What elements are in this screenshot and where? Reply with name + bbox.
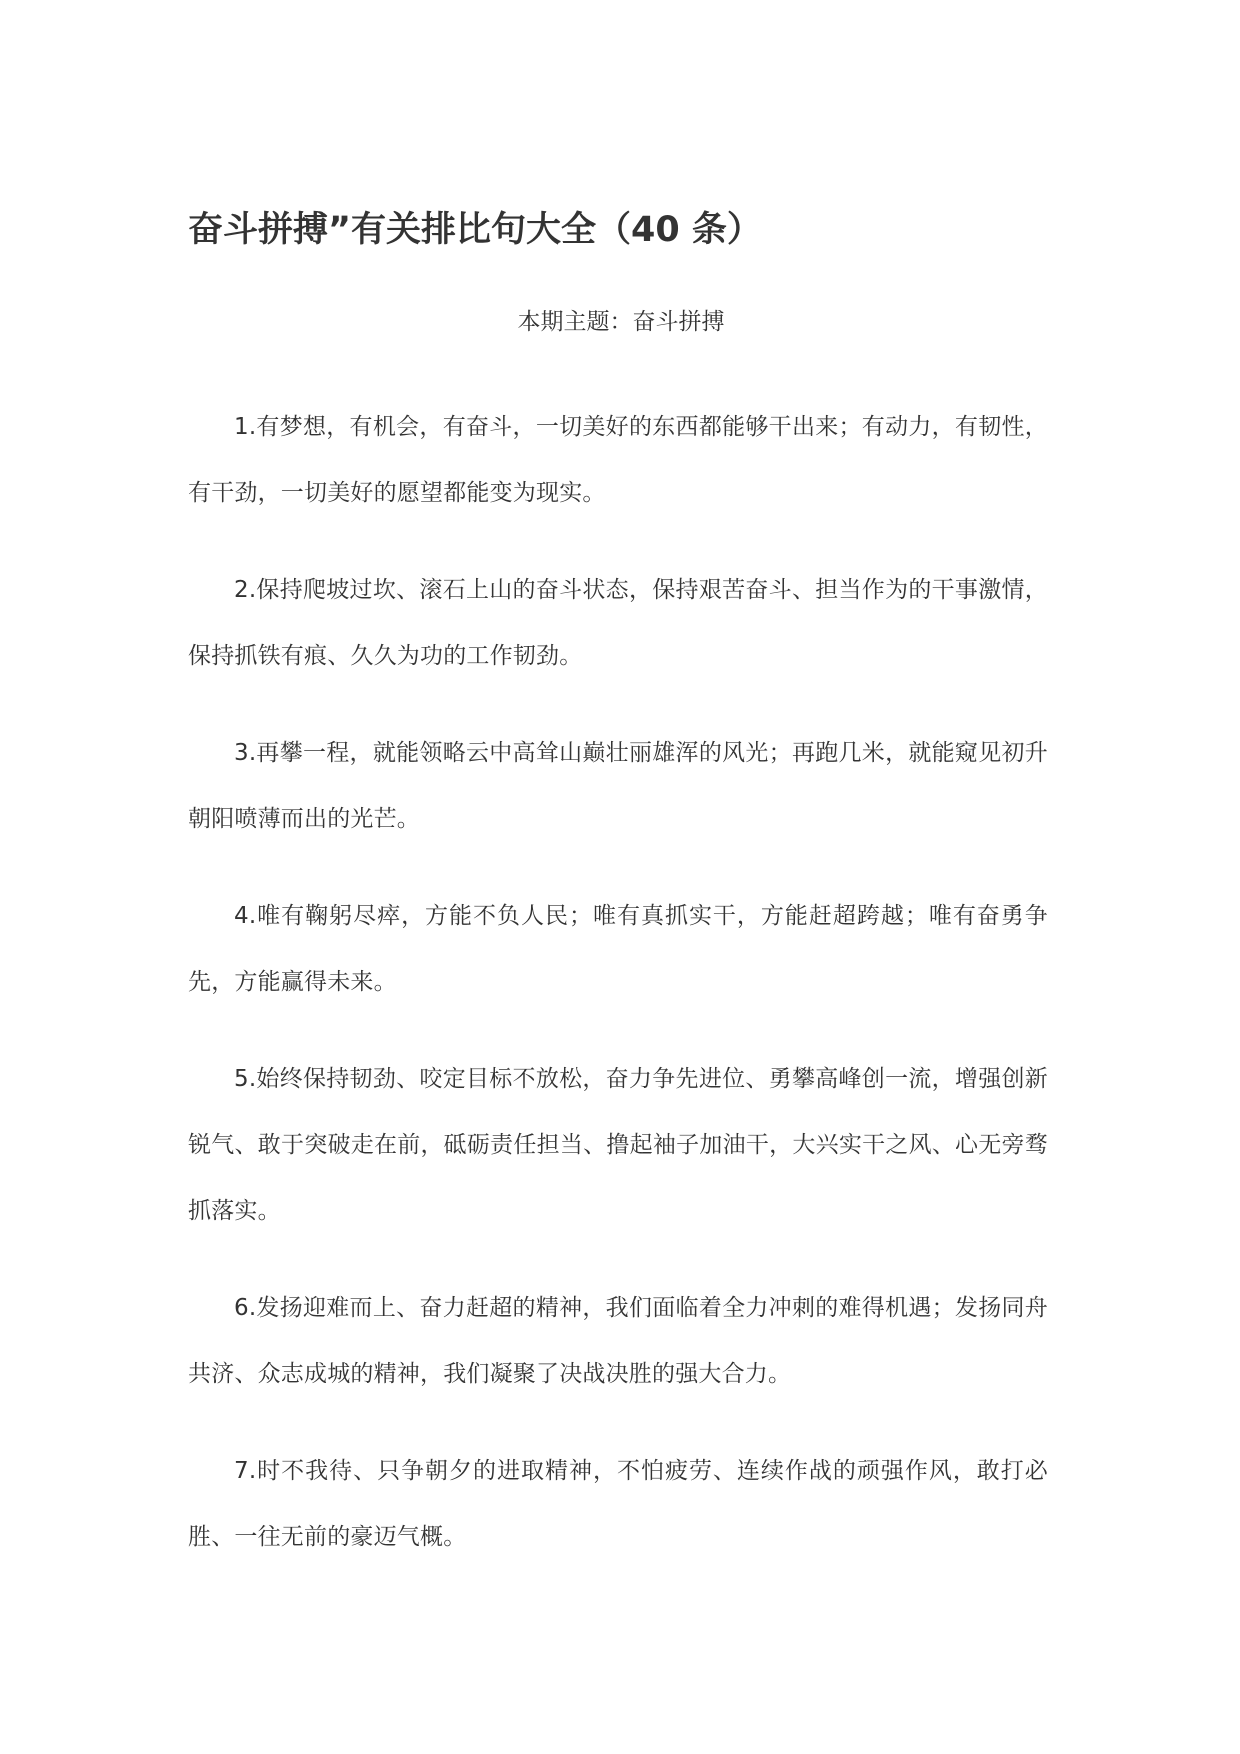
list-item: 7.时不我待、只争朝夕的进取精神，不怕疲劳、连续作战的顽强作风，敢打必胜、一往无前的豪迈气概。 xyxy=(188,1458,1048,1550)
list-item: 2.保持爬坡过坎、滚石上山的奋斗状态，保持艰苦奋斗、担当作为的干事激情，保持抓铁有痕、久久为功的工作韧劲。 xyxy=(188,577,1048,669)
list-item: 4.唯有鞠躬尽瘁，方能不负人民；唯有真抓实干，方能赶超跨越；唯有奋勇争先，方能赢得未来。 xyxy=(188,903,1048,995)
list-item: 6.发扬迎难而上、奋力赶超的精神，我们面临着全力冲刺的难得机遇；发扬同舟共济、众志成城的精神，我们凝聚了决战决胜的强大合力。 xyxy=(188,1295,1048,1387)
list-item: 3.再攀一程，就能领略云中高耸山巅壮丽雄浑的风光；再跑几米，就能窥见初升朝阳喷薄而出的光芒。 xyxy=(188,740,1048,832)
list-item: 1.有梦想，有机会，有奋斗，一切美好的东西都能够干出来；有动力，有韧性，有干劲，一切美好的愿望都能变为现实。 xyxy=(188,414,1048,506)
item-list xyxy=(188,394,1048,1601)
document-title: 奋斗拼搏”有关排比句大全（40 条） xyxy=(188,210,762,250)
list-item: 5.始终保持韧劲、咬定目标不放松，奋力争先进位、勇攀高峰创一流，增强创新锐气、敢于突破走在前，砥砺责任担当、撸起袖子加油干，大兴实干之风、心无旁骛抓落实。 xyxy=(188,1066,1048,1224)
document-subtitle: 本期主题：奋斗拼搏 xyxy=(517,309,725,335)
